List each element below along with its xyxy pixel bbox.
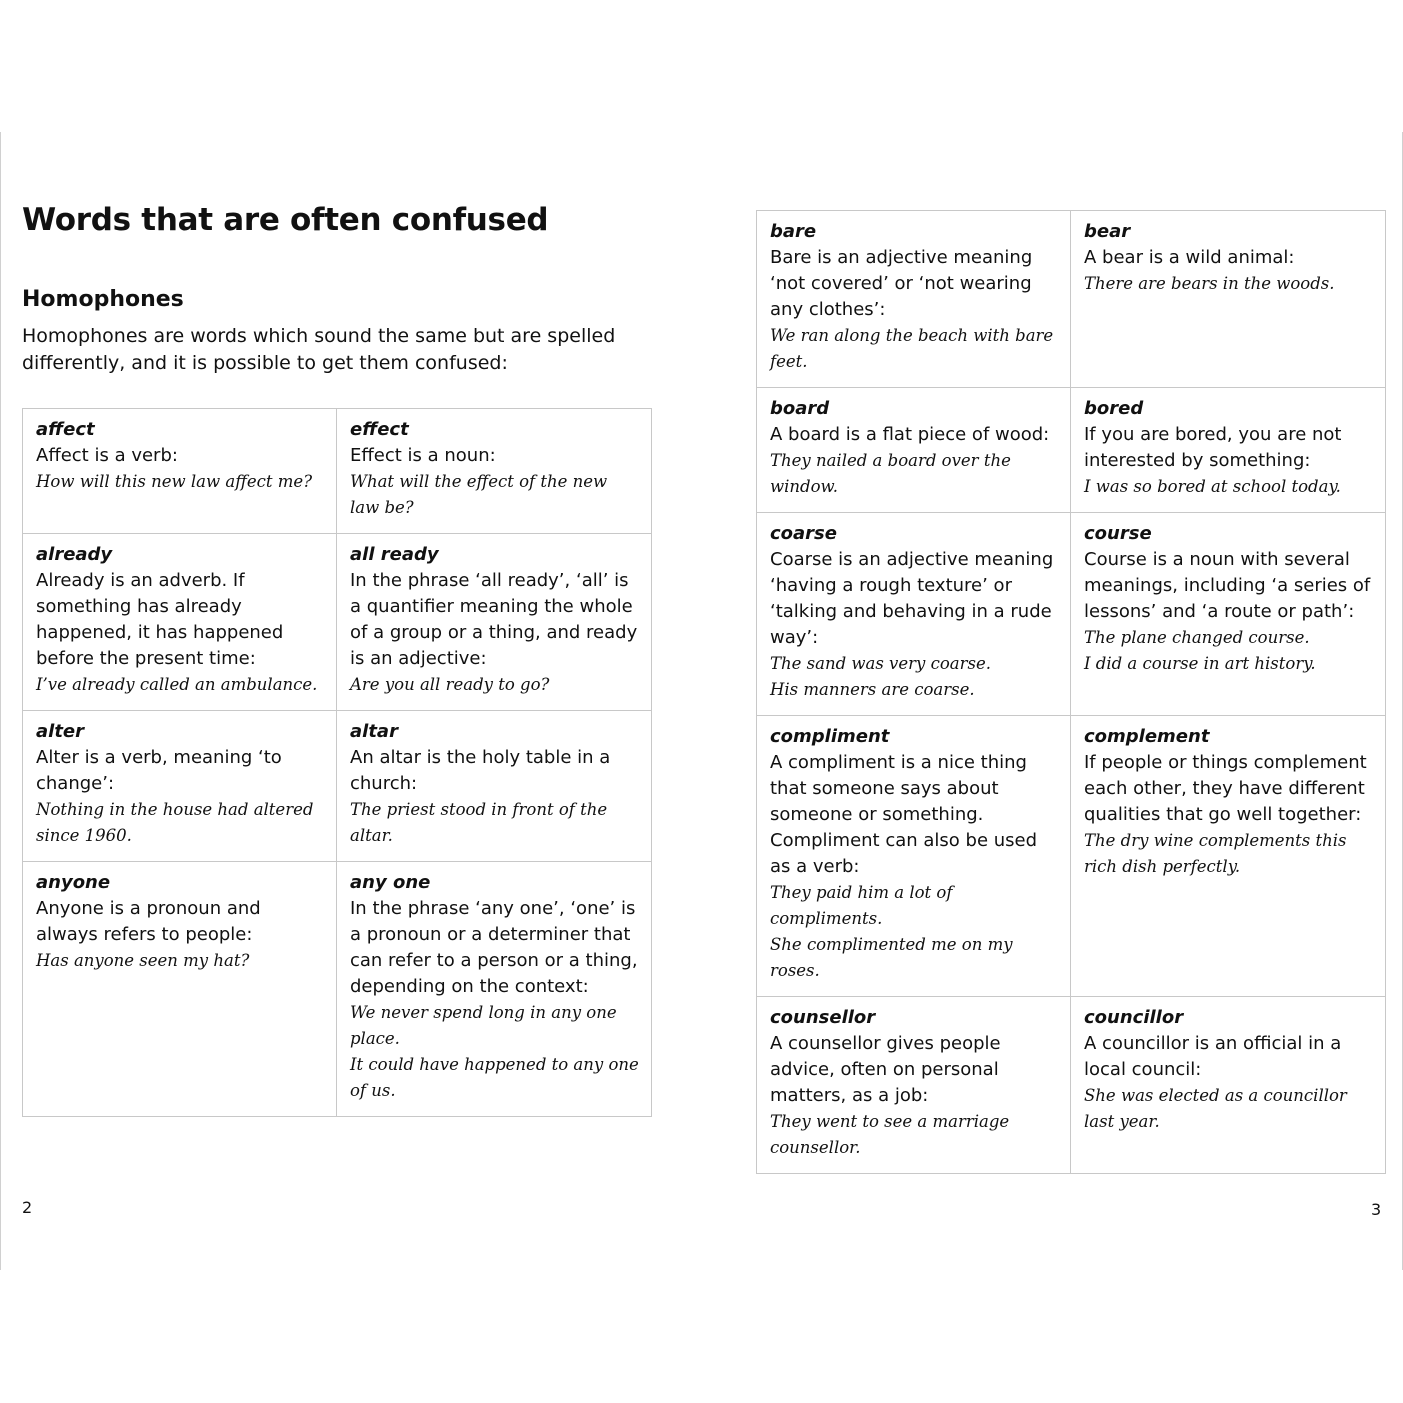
entry-definition: Course is a noun with several meanings, including ‘a series of lessons’ and ‘a route or path’:: [1084, 549, 1371, 622]
entry-definition: An altar is the holy table in a church:: [350, 747, 611, 794]
entry-example: Are you all ready to go?: [350, 675, 550, 694]
entry-example: The plane changed course.: [1084, 628, 1310, 647]
table-row: [757, 211, 1386, 388]
table-row: [23, 534, 652, 711]
entry-definition: Coarse is an adjective meaning ‘having a rough texture’ or ‘talking and behaving in a rude way’:: [770, 549, 1054, 648]
homophones-table-left: [22, 408, 652, 1117]
entry-example: I did a course in art history.: [1084, 654, 1316, 673]
word-entry: [1071, 388, 1386, 513]
entry-word: board: [770, 398, 830, 419]
entry-example: How will this new law affect me?: [36, 472, 313, 491]
entry-word: all ready: [350, 544, 439, 565]
entry-definition: A councillor is an official in a local council:: [1084, 1033, 1342, 1080]
section-heading: Homophones: [22, 287, 184, 312]
table-row: [23, 711, 652, 862]
entry-word: complement: [1084, 726, 1210, 747]
word-entry: [337, 534, 652, 711]
entry-definition: Already is an adverb. If something has already happened, it has happened before the present time:: [36, 570, 284, 669]
entry-word: already: [36, 544, 113, 565]
word-entry: [1071, 513, 1386, 716]
entry-definition: Alter is a verb, meaning ‘to change’:: [36, 747, 282, 794]
entry-word: any one: [350, 872, 431, 893]
entry-definition: If you are bored, you are not interested by something:: [1084, 424, 1342, 471]
entry-example: They nailed a board over the window.: [770, 451, 1011, 496]
word-entry: [23, 862, 337, 1117]
page-title: Words that are often confused: [22, 202, 549, 238]
entry-word: bored: [1084, 398, 1144, 419]
entry-example: His manners are coarse.: [770, 680, 975, 699]
entry-word: councillor: [1084, 1007, 1184, 1028]
word-entry: [757, 388, 1071, 513]
word-entry: [23, 534, 337, 711]
entry-example: She was elected as a councillor last year.: [1084, 1086, 1347, 1131]
word-entry: [1071, 211, 1386, 388]
table-row: [757, 388, 1386, 513]
entry-word: coarse: [770, 523, 837, 544]
entry-example: The dry wine complements this rich dish perfectly.: [1084, 831, 1347, 876]
entry-definition: A compliment is a nice thing that someone says about someone or something. Compliment can also be used as a verb:: [770, 752, 1038, 877]
page-number: 3: [1371, 1200, 1382, 1219]
entry-definition: If people or things complement each other, they have different qualities that go well together:: [1084, 752, 1367, 825]
entry-word: bare: [770, 221, 817, 242]
entry-example: I’ve already called an ambulance.: [36, 675, 318, 694]
entry-word: bear: [1084, 221, 1131, 242]
word-entry: [757, 211, 1071, 388]
entry-definition: Bare is an adjective meaning ‘not covered’ or ‘not wearing any clothes’:: [770, 247, 1033, 320]
word-entry: [337, 862, 652, 1117]
entry-word: altar: [350, 721, 398, 742]
entry-definition: A bear is a wild animal:: [1084, 247, 1295, 268]
entry-word: effect: [350, 419, 409, 440]
table-row: [23, 409, 652, 534]
entry-example: What will the effect of the new law be?: [350, 472, 608, 517]
entry-word: affect: [36, 419, 95, 440]
word-entry: [757, 997, 1071, 1174]
entry-example: She complimented me on my roses.: [770, 935, 1013, 980]
table-row: [757, 716, 1386, 997]
entry-example: We never spend long in any one place.: [350, 1003, 617, 1048]
book-spread: [0, 132, 1403, 1270]
entry-example: We ran along the beach with bare feet.: [770, 326, 1054, 371]
right-page: [701, 132, 1403, 1270]
entry-example: It could have happened to any one of us.: [350, 1055, 639, 1100]
entry-word: course: [1084, 523, 1152, 544]
page-number: 2: [22, 1198, 33, 1217]
left-page: [1, 132, 701, 1270]
entry-definition: In the phrase ‘any one’, ‘one’ is a pronoun or a determiner that can refer to a person or a thing, depending on the context:: [350, 898, 638, 997]
word-entry: [23, 409, 337, 534]
table-row: [23, 862, 652, 1117]
homophones-table-right: [756, 210, 1386, 1174]
table-row: [757, 997, 1386, 1174]
word-entry: [1071, 716, 1386, 997]
entry-example: The sand was very coarse.: [770, 654, 991, 673]
word-entry: [757, 513, 1071, 716]
word-entry: [337, 409, 652, 534]
word-entry: [1071, 997, 1386, 1174]
table-row: [757, 513, 1386, 716]
word-entry: [337, 711, 652, 862]
entry-definition: A counsellor gives people advice, often on personal matters, as a job:: [770, 1033, 1001, 1106]
entry-example: There are bears in the woods.: [1084, 274, 1335, 293]
intro-paragraph: Homophones are words which sound the same but are spelled differently, and it is possible to get them confused:: [22, 325, 616, 374]
entry-definition: A board is a flat piece of wood:: [770, 424, 1050, 445]
entry-example: The priest stood in front of the altar.: [350, 800, 608, 845]
entry-word: compliment: [770, 726, 890, 747]
word-entry: [757, 716, 1071, 997]
word-entry: [23, 711, 337, 862]
entry-word: counsellor: [770, 1007, 876, 1028]
entry-example: I was so bored at school today.: [1084, 477, 1341, 496]
entry-definition: Affect is a verb:: [36, 445, 178, 466]
entry-definition: Anyone is a pronoun and always refers to people:: [36, 898, 261, 945]
entry-definition: In the phrase ‘all ready’, ‘all’ is a quantifier meaning the whole of a group or a thing, and ready is an adjective:: [350, 570, 638, 669]
entry-example: Nothing in the house had altered since 1960.: [36, 800, 314, 845]
entry-example: Has anyone seen my hat?: [36, 951, 250, 970]
entry-word: alter: [36, 721, 85, 742]
entry-definition: Effect is a noun:: [350, 445, 496, 466]
entry-example: They went to see a marriage counsellor.: [770, 1112, 1010, 1157]
entry-example: They paid him a lot of compliments.: [770, 883, 953, 928]
entry-word: anyone: [36, 872, 111, 893]
